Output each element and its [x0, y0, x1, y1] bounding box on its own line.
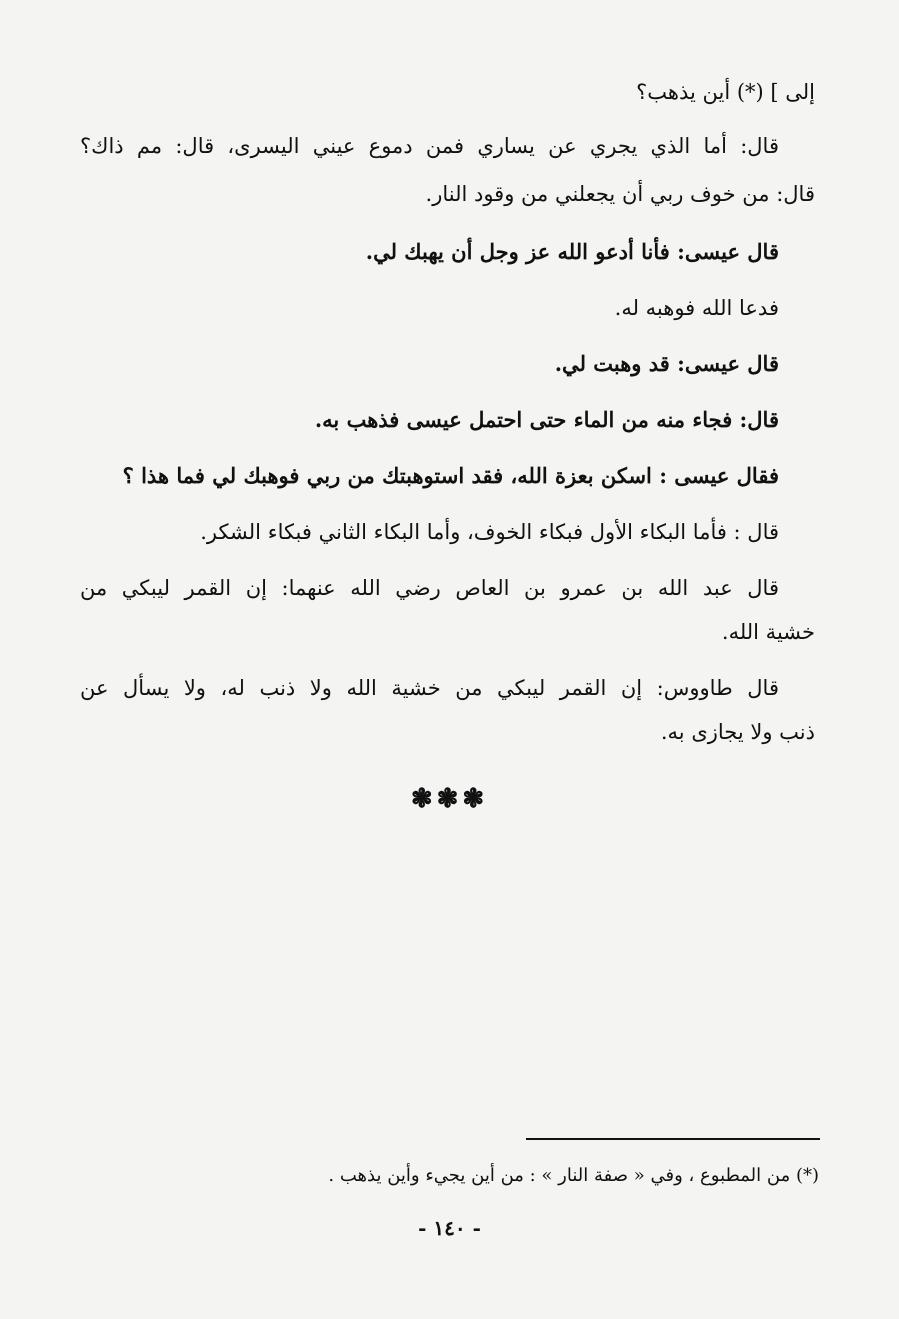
text-line-13: ذنب ولا يجازى به.: [660, 720, 815, 744]
text-line-3: قال: من خوف ربي أن يجعلني من وقود النار.: [425, 182, 815, 206]
text-line-5: فدعا الله فوهبه له.: [614, 296, 779, 320]
text-line-1: إلى ] (*) أين يذهب؟: [636, 80, 815, 104]
text-line-8: فقال عيسى : اسكن بعزة الله، فقد استوهبتك من ربي فوهبك لي فما هذا ؟: [122, 463, 779, 488]
page-number: - ١٤٠ -: [418, 1216, 481, 1240]
text-line-2: قال: أما الذي يجري عن يساري فمن دموع عيني اليسرى، قال: مم ذاك؟: [80, 134, 779, 158]
text-line-11: خشية الله.: [721, 620, 815, 644]
text-line-10: قال عبد الله بن عمرو بن العاص رضي الله عنهما: إن القمر ليبكي من: [80, 576, 779, 600]
footnote: (*) من المطبوع ، وفي « صفة النار » : من أين يجيء وأين يذهب .: [328, 1165, 819, 1186]
text-line-7: قال: فجاء منه من الماء حتى احتمل عيسى فذهب به.: [314, 407, 779, 432]
text-line-4: قال عيسى: فأنا أدعو الله عز وجل أن يهبك لي.: [365, 239, 779, 264]
footnote-rule: [526, 1138, 820, 1140]
text-line-9: قال : فأما البكاء الأول فبكاء الخوف، وأما البكاء الثاني فبكاء الشكر.: [200, 520, 779, 544]
text-line-6: قال عيسى: قد وهبت لي.: [554, 351, 779, 376]
section-separator: ❃❃❃: [410, 784, 489, 814]
text-line-12: قال طاووس: إن القمر ليبكي من خشية الله ولا ذنب له، ولا يسأل عن: [80, 676, 779, 700]
